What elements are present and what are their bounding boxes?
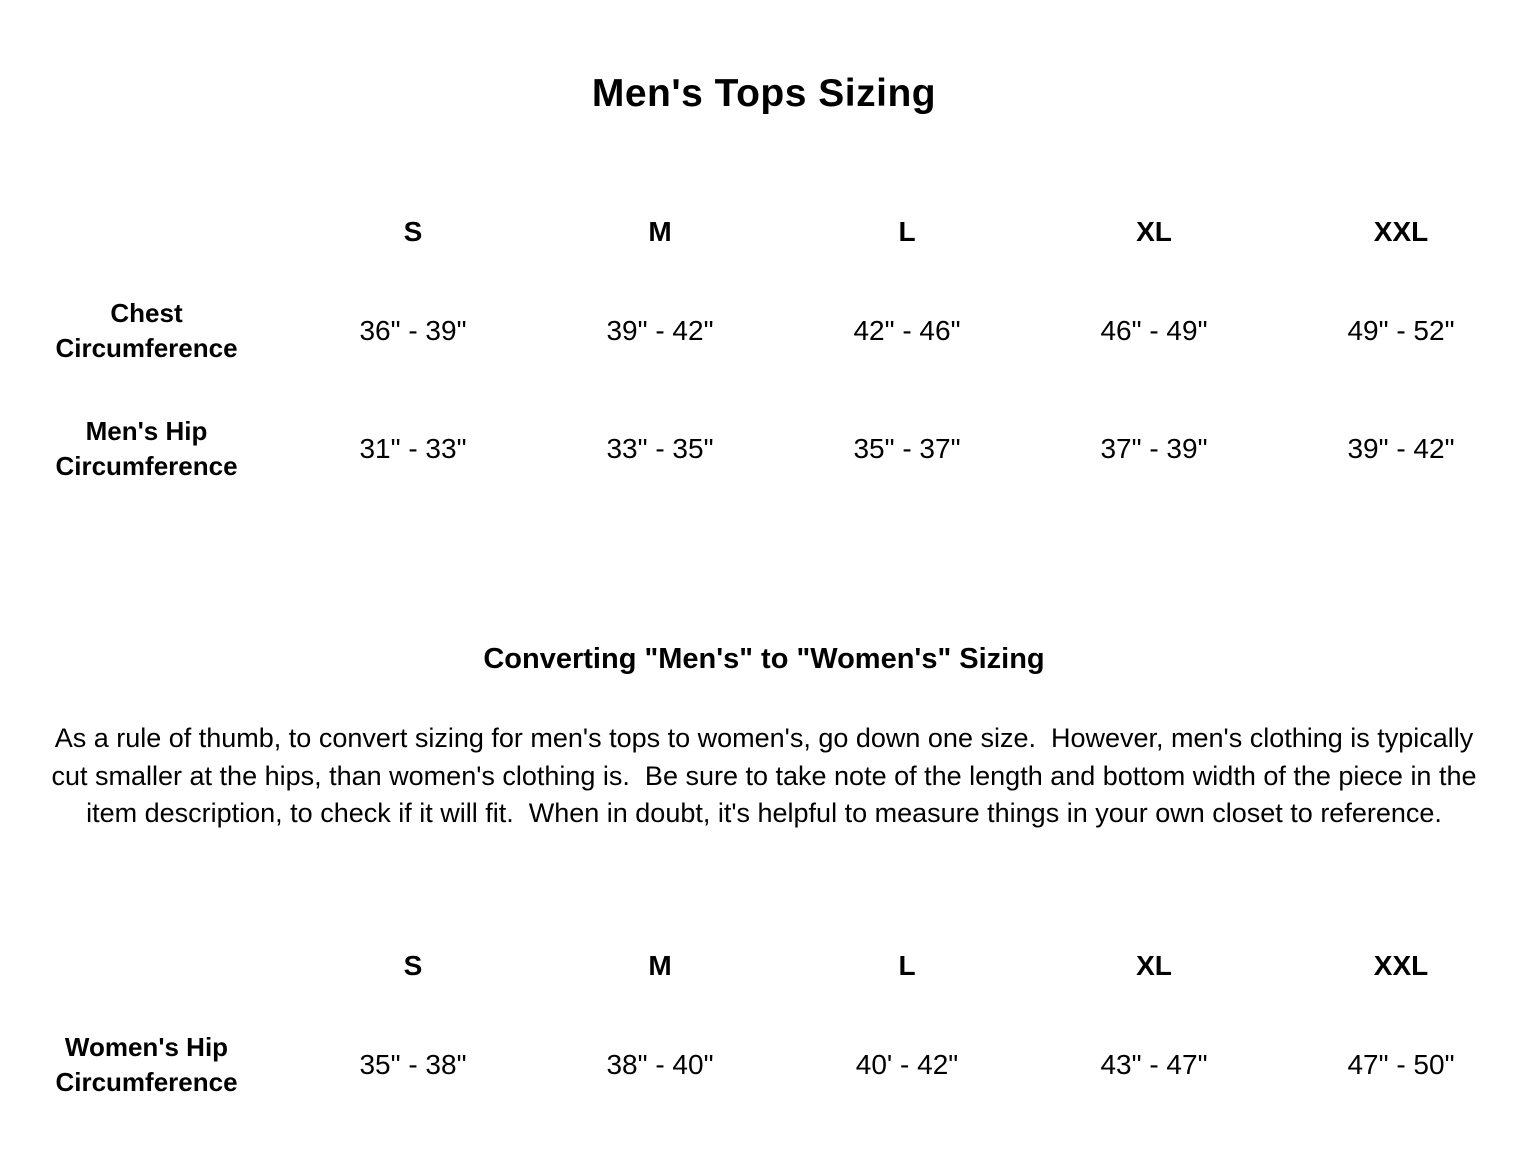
womens-hip-circumference-row — [4, 1006, 1525, 1124]
row-label-womens-hip — [4, 1006, 290, 1124]
size-column-header-xl: XL — [1136, 216, 1172, 247]
size-column-header-s: S — [403, 216, 423, 247]
size-column-header-xxl: XXL — [1373, 216, 1429, 247]
size-column-header-m: M — [648, 950, 672, 982]
chest-circumference-row — [4, 272, 1525, 390]
size-value-cell: 36" - 39" — [359, 315, 467, 347]
size-value-cell: 35" - 37" — [853, 433, 961, 465]
mens-sizing-table — [4, 216, 1525, 508]
size-value-cell: 33" - 35" — [606, 433, 714, 465]
row-label-text: Women's Hip Circumference — [55, 1032, 238, 1098]
size-value-cell: 40' - 42" — [855, 1049, 959, 1081]
size-value-cell: 31" - 33" — [359, 433, 467, 465]
row-label-text: Men's Hip Circumference — [55, 416, 238, 482]
size-value-cell: 43" - 47" — [1100, 1049, 1208, 1081]
size-value-cell: 38" - 40" — [606, 1049, 714, 1081]
size-column-header-xxl: XXL — [1373, 950, 1429, 982]
size-value-cell: 49" - 52" — [1347, 315, 1455, 347]
mens-hip-circumference-row — [4, 390, 1525, 508]
size-value-cell: 39" - 42" — [1347, 433, 1455, 465]
size-value-cell: 47" - 50" — [1347, 1049, 1455, 1081]
row-label-mens-hip — [4, 390, 290, 508]
table-corner-cell — [4, 950, 290, 1006]
size-value-cell: 39" - 42" — [606, 315, 714, 347]
page-title: Men's Tops Sizing — [591, 72, 937, 115]
size-column-header-xl: XL — [1136, 950, 1172, 982]
size-value-cell: 46" - 49" — [1100, 315, 1208, 347]
conversion-paragraph: As a rule of thumb, to convert sizing for men's tops to women's, go down one size. However, men's clothing is typically cut smaller at the hips, than women's clothing is. Be sure to take note of the length and bottom width of the piece in the item description, to check if it will fit. When in doubt, it's helpful to measure things in your own closet to reference. — [51, 723, 1485, 828]
size-column-header-m: M — [648, 216, 672, 247]
size-column-header-l: L — [898, 950, 916, 982]
size-column-header-s: S — [403, 950, 423, 982]
size-value-cell: 37" - 39" — [1100, 433, 1208, 465]
table-corner-cell — [4, 216, 290, 272]
size-column-header-l: L — [898, 216, 916, 247]
womens-table-header-row — [4, 950, 1525, 1006]
conversion-section-heading: Converting "Men's" to "Women's" Sizing — [483, 643, 1045, 676]
size-value-cell: 35" - 38" — [359, 1049, 467, 1081]
row-label-text: Chest Circumference — [55, 298, 238, 364]
row-label-chest — [4, 272, 290, 390]
size-value-cell: 42" - 46" — [853, 315, 961, 347]
womens-sizing-table — [4, 950, 1525, 1124]
mens-table-header-row — [4, 216, 1525, 272]
